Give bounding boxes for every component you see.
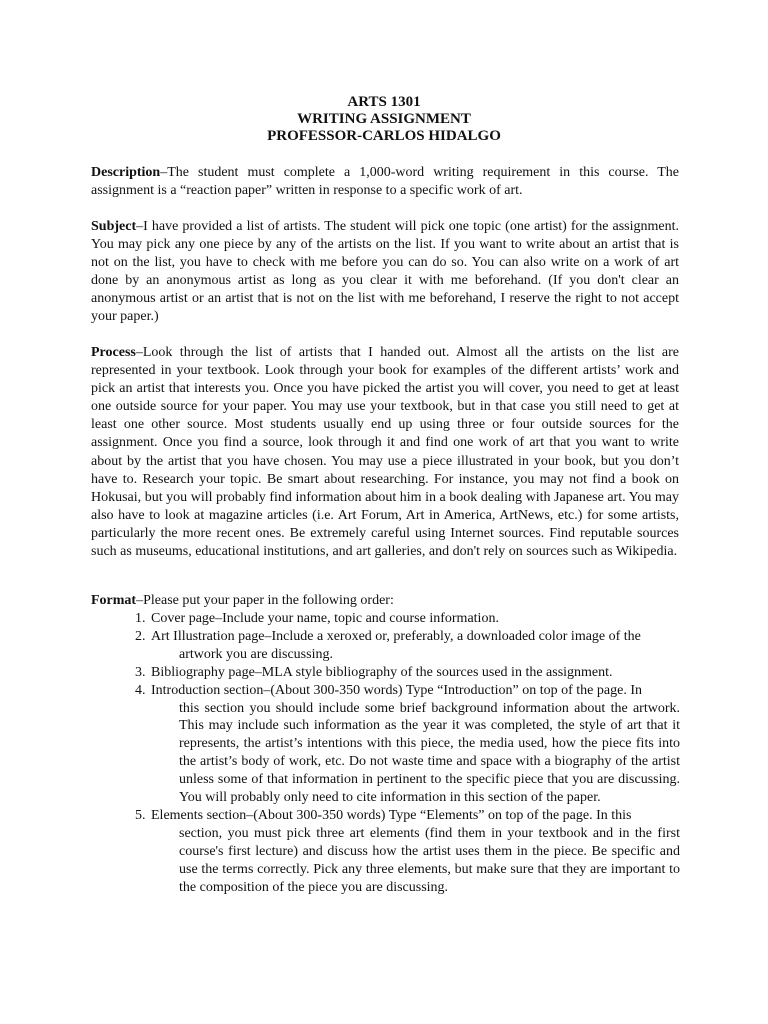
list-item-text: Art Illustration page–Include a xeroxed or, preferably, a downloaded color image of the xyxy=(151,628,641,644)
list-item-continuation: section, you must pick three art elements (find them in your textbook and in the first course's first lecture) and discuss how the artist uses them in the piece. Be specific and use the terms correctly. Pick any three elements, but make sure that they are important to the composition of the piece you are discussing. xyxy=(179,825,680,895)
list-item-text: Elements section–(About 300-350 words) Type “Elements” on top of the page. In this xyxy=(151,807,632,823)
format-label: Format xyxy=(91,593,137,608)
subject-label: Subject xyxy=(91,219,137,234)
subject-paragraph xyxy=(91,218,679,327)
description-paragraph xyxy=(91,164,679,200)
list-item xyxy=(135,628,680,664)
list-item-continuation: this section you should include some brief background information about the artwork. This may include such information as the year it was completed, the style of art that it represents, the artist’s intentions with this piece, the media used, how the piece fits into the artist’s body of work, etc. Do not waste time and space with a biography of the artist unless some of that information in pertinent to the specific piece that you are discussing. You will probably only need to cite information in this section of the paper. xyxy=(179,700,680,806)
process-label: Process xyxy=(91,345,136,360)
professor-name: PROFESSOR-CARLOS HIDALGO xyxy=(267,128,501,144)
list-item-text: Bibliography page–MLA style bibliography of the sources used in the assignment. xyxy=(151,664,613,680)
list-item-text: Introduction section–(About 300-350 words) Type “Introduction” on top of the page. In xyxy=(151,682,642,698)
description-label: Description xyxy=(91,165,161,180)
subject-text: –I have provided a list of artists. The student will pick one topic (one artist) for the assignment. You may pick any one piece by any of the artists on the list. If you want to write about an artist that is not on the list, you have to check with me before you can do so. You can also write on a work of art done by an anonymous artist as long as you clear it with me beforehand. (If you don't clear an anonymous artist or an artist that is not on the list with me beforehand, I reserve the right to not accept your paper.) xyxy=(91,219,679,325)
list-item-continuation: artwork you are discussing. xyxy=(179,646,333,662)
list-item-number: 2. xyxy=(135,628,146,644)
process-text: –Look through the list of artists that I handed out. Almost all the artists on the list are represented in your textbook. Look through your book for examples of the different artists’ work and pick an artist that interests you. Once you have picked the artist you will cover, you need to get at least one outside source for your paper. You may use your textbook, but in that case you still need to get at least one other source. Most students usually end up using three or four outside sources for the assignment. Once you find a source, look through it and find one work of art that you want to write about by the artist that you have chosen. You may use a piece illustrated in your book, but you don’t have to. Research your topic. Be smart about researching. For instance, you may not find a book on Hokusai, but you will probably find information about him in a book dealing with Japanese art. You may also have to look at magazine articles (i.e. Art Forum, Art in America, ArtNews, etc.) for some artists, particularly the more recent ones. Be extremely careful using Internet sources. Find reputable sources such as museums, educational institutions, and art galleries, and don't rely on sources such as Wikipedia. xyxy=(91,345,679,560)
list-item xyxy=(135,682,680,807)
list-item xyxy=(135,807,680,897)
list-item xyxy=(135,610,680,628)
description-text: –The student must complete a 1,000-word writing requirement in this course. The assignment is a “reaction paper” written in response to a specific work of art. xyxy=(91,165,679,199)
format-paragraph xyxy=(91,592,679,610)
course-code: ARTS 1301 xyxy=(347,94,421,110)
document-header xyxy=(0,94,768,145)
list-item-text: Cover page–Include your name, topic and course information. xyxy=(151,611,499,626)
list-item-number: 1. xyxy=(135,611,146,626)
list-item-number: 4. xyxy=(135,682,146,698)
format-list xyxy=(135,610,680,897)
process-paragraph xyxy=(91,344,679,561)
list-item-number: 5. xyxy=(135,807,146,823)
assignment-title: WRITING ASSIGNMENT xyxy=(297,111,471,127)
list-item-number: 3. xyxy=(135,664,146,680)
format-text: –Please put your paper in the following order: xyxy=(136,593,394,608)
list-item xyxy=(135,664,680,682)
